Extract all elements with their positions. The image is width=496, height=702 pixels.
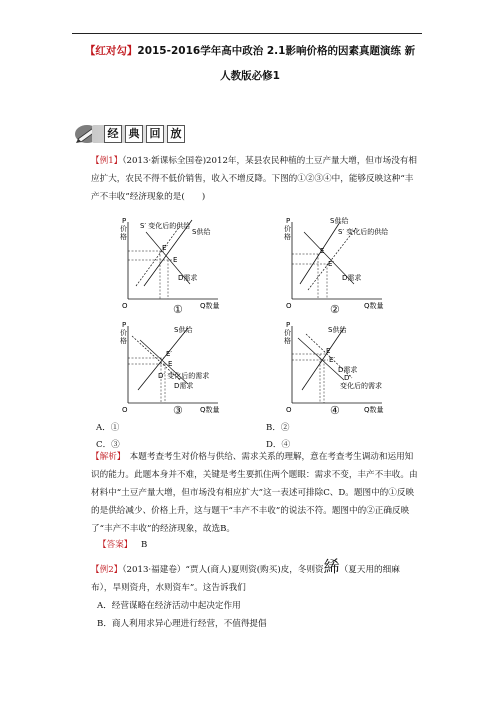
example2-big-char: 絺: [323, 557, 340, 576]
point-label: E: [173, 256, 178, 264]
point-label: E′: [328, 260, 335, 268]
example2-option-a: A．经营谋略在经济活动中起决定作用: [97, 601, 241, 611]
option-b: B．②: [266, 423, 290, 433]
example1-paragraph: [91, 152, 421, 206]
example1-text: （2013·新课标全国卷)2012年，某县农民种植的土豆产量大增，但市场没有相应扩大，农民不得不低价销售，收入不增反降。下图的①②③④中，能够反映这种“丰产不丰收”经济现象的是( ): [91, 156, 417, 202]
title-text: 2015-2016学年高中政治 2.1影响价格的因素真题演练 新: [137, 45, 416, 57]
curve-label: D需求: [342, 274, 362, 282]
curve-label: D′: [344, 374, 351, 382]
option-a: A．①: [96, 423, 120, 433]
answer-label: 【答案】: [98, 540, 133, 550]
example1-label: 【例1】: [91, 156, 123, 166]
title-bracket: 【红对勾】: [84, 45, 138, 57]
curve-label: D需求: [338, 366, 358, 374]
chart-number: ③: [173, 404, 183, 417]
chart-number: ①: [173, 303, 183, 316]
point-label: E: [326, 347, 331, 355]
axis-q-label: Q数量: [364, 406, 384, 414]
point-label: E′: [162, 244, 169, 252]
header-rule: [72, 33, 422, 34]
origin-label: O: [122, 302, 128, 310]
example2-label: 【例2】: [91, 565, 123, 575]
example2-text: （夏天用的细麻布），旱则资舟，水则资车”。这告诉我们: [91, 565, 400, 593]
example2-text: （2013·福建卷）“贾人(商人)夏则资(购买)皮，冬则资: [122, 565, 324, 575]
curve-label: S′ 变化后的供给: [140, 222, 191, 230]
axis-q-label: Q数量: [200, 406, 220, 414]
curve-label: S′ 变化后的供给: [338, 228, 389, 236]
axis-p-label: 价: [284, 225, 291, 233]
banner-char: 回: [146, 125, 164, 143]
curve-label: D需求: [174, 382, 194, 390]
point-label: E: [168, 360, 173, 368]
axis-p-label: 格: [284, 233, 291, 241]
axis-p-label: 格: [284, 337, 291, 345]
chart-number: ②: [330, 303, 340, 316]
banner-char: 经: [104, 125, 122, 143]
axis-p-label: 价: [284, 329, 291, 337]
axis-p-label: P: [286, 321, 291, 329]
point-label: E′: [166, 350, 173, 358]
example2-option-b: B．商人利用求异心理进行经营，不值得提倡: [97, 619, 267, 629]
axis-p-label: 价: [120, 329, 127, 337]
curve-label: S供给: [192, 228, 211, 236]
explanation-text: 本题考查考生对价格与供给、需求关系的理解，意在考查考生调动和运用知识的能力。此题本身并不难，关键是考生要抓住两个题眼：需求不变，丰产不丰收。由材料中“土豆产量大增，但市场没有相应扩大”这一表述可排除C、D。题图中的①反映的是供给减少、价格上升，这与题干“丰产不丰收”的说法不符。题图中的②正确反映了“丰产不丰收”的经济现象，故选B。: [91, 452, 418, 534]
supply-demand-chart-4: [282, 318, 392, 418]
axis-p-label: P: [122, 217, 127, 225]
banner-title: [104, 125, 185, 143]
curve-label: S供给: [330, 217, 349, 225]
curve-label: D′ 变化后的需求: [158, 372, 210, 380]
answer-value: B: [140, 540, 148, 550]
option-d: D．④: [266, 440, 291, 450]
chart-number: ④: [330, 404, 340, 417]
option-c: C．③: [96, 440, 120, 450]
axis-p-label: 格: [120, 337, 127, 345]
document-title-line2: 人教版必修1: [220, 70, 280, 82]
axis-p-label: 格: [120, 233, 127, 241]
curve-label: S供给: [328, 326, 347, 334]
explanation-label: 【解析】: [91, 452, 122, 462]
point-label: E′: [329, 356, 336, 364]
origin-label: O: [286, 302, 292, 310]
axis-p-label: 价: [120, 225, 127, 233]
curve-label: D需求: [178, 274, 198, 282]
curve-label: S供给: [174, 326, 193, 334]
point-label: E: [320, 247, 325, 255]
axis-p-label: P: [122, 321, 127, 329]
document-title-line1: [60, 39, 440, 64]
example2-paragraph: [91, 558, 421, 633]
axis-q-label: Q数量: [200, 302, 220, 310]
supply-demand-chart-3: [118, 318, 228, 418]
axis-p-label: P: [286, 217, 291, 225]
answer-line: [98, 538, 147, 550]
explanation-paragraph: [91, 448, 421, 538]
banner-char: 放: [167, 125, 185, 143]
supply-demand-chart-1: [118, 214, 228, 314]
origin-label: O: [122, 406, 128, 414]
banner-char: 典: [125, 125, 143, 143]
supply-demand-chart-2: [282, 214, 392, 314]
curve-label: 变化后的需求: [340, 382, 382, 390]
axis-q-label: Q数量: [364, 302, 384, 310]
origin-label: O: [286, 406, 292, 414]
